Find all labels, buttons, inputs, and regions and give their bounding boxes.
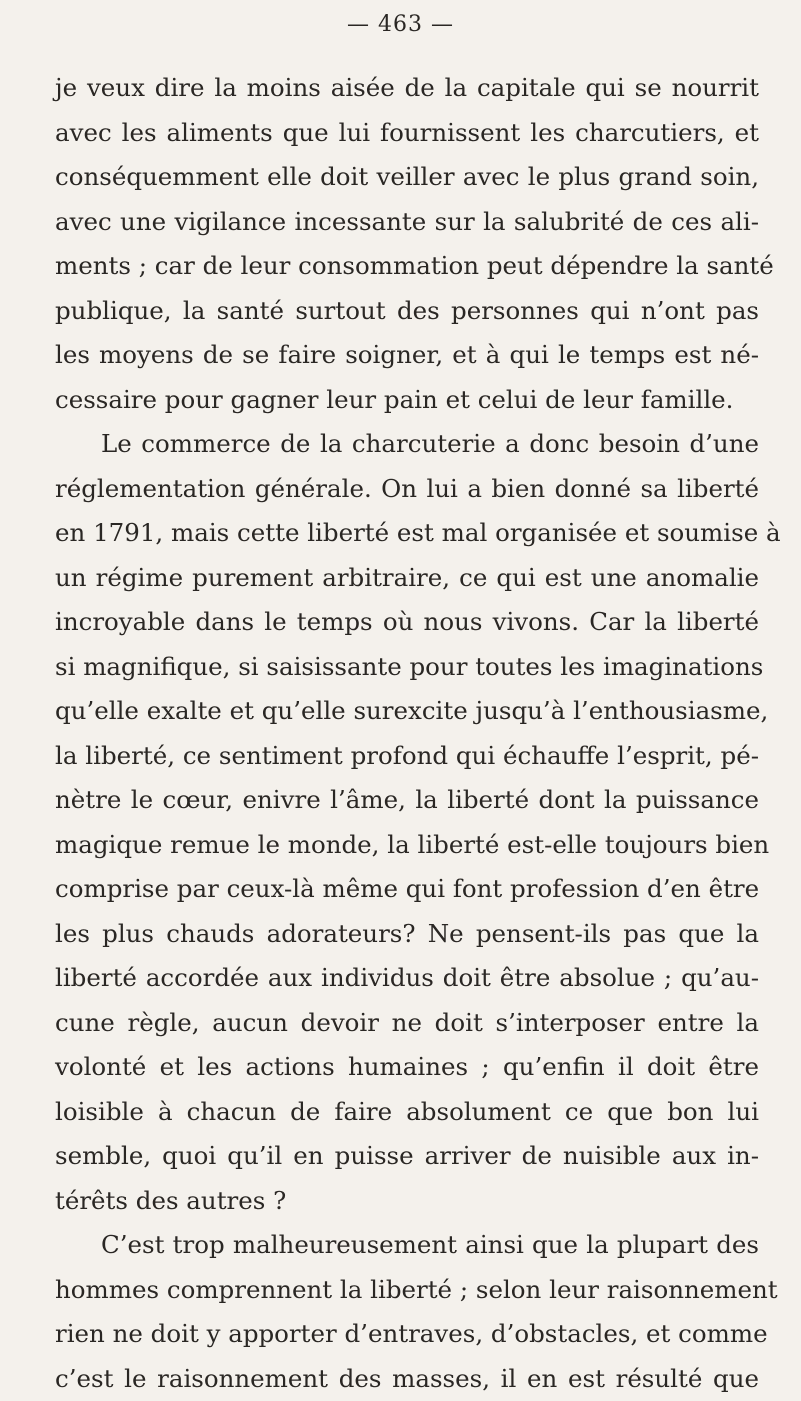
text-line: C’est trop malheureusement ainsi que la plupart des (55, 1223, 759, 1268)
text-line: les plus chauds adorateurs? Ne pensent-ils pas que la (55, 912, 759, 957)
page-number: — 463 — (0, 12, 801, 37)
text-line: qu’elle exalte et qu’elle surexcite jusqu’à l’enthousiasme, (55, 689, 759, 734)
text-line: avec une vigilance incessante sur la salubrité de ces ali- (55, 200, 759, 245)
text-line: rien ne doit y apporter d’entraves, d’obstacles, et comme (55, 1312, 759, 1357)
text-line: hommes comprennent la liberté ; selon leur raisonnement (55, 1268, 759, 1313)
text-line: liberté accordée aux individus doit être absolue ; qu’au- (55, 956, 759, 1001)
text-line: nètre le cœur, enivre l’âme, la liberté dont la puissance (55, 778, 759, 823)
text-line: réglementation générale. On lui a bien donné sa liberté (55, 467, 759, 512)
text-line: en 1791, mais cette liberté est mal organisée et soumise à (55, 511, 759, 556)
text-line: cune règle, aucun devoir ne doit s’interposer entre la (55, 1001, 759, 1046)
text-line: conséquemment elle doit veiller avec le plus grand soin, (55, 155, 759, 200)
text-line: cessaire pour gagner leur pain et celui de leur famille. (55, 378, 759, 423)
text-line: Le commerce de la charcuterie a donc besoin d’une (55, 422, 759, 467)
text-line: publique, la santé surtout des personnes qui n’ont pas (55, 289, 759, 334)
text-line: incroyable dans le temps où nous vivons. Car la liberté (55, 600, 759, 645)
text-line: magique remue le monde, la liberté est-elle toujours bien (55, 823, 759, 868)
text-line: si magnifique, si saisissante pour toutes les imaginations (55, 645, 759, 690)
text-line: je veux dire la moins aisée de la capitale qui se nourrit (55, 66, 759, 111)
text-line: loisible à chacun de faire absolument ce que bon lui (55, 1090, 759, 1135)
text-line: les moyens de se faire soigner, et à qui le temps est né- (55, 333, 759, 378)
text-line: volonté et les actions humaines ; qu’enfin il doit être (55, 1045, 759, 1090)
text-line: un régime purement arbitraire, ce qui est une anomalie (55, 556, 759, 601)
text-line: avec les aliments que lui fournissent les charcutiers, et (55, 111, 759, 156)
text-line: semble, quoi qu’il en puisse arriver de nuisible aux in- (55, 1134, 759, 1179)
body-text (55, 66, 759, 1401)
text-line: comprise par ceux-là même qui font profession d’en être (55, 867, 759, 912)
text-line: ments ; car de leur consommation peut dépendre la santé (55, 244, 759, 289)
text-line: la liberté, ce sentiment profond qui échauffe l’esprit, pé- (55, 734, 759, 779)
text-line: térêts des autres ? (55, 1179, 759, 1224)
text-line: c’est le raisonnement des masses, il en est résulté que (55, 1357, 759, 1401)
